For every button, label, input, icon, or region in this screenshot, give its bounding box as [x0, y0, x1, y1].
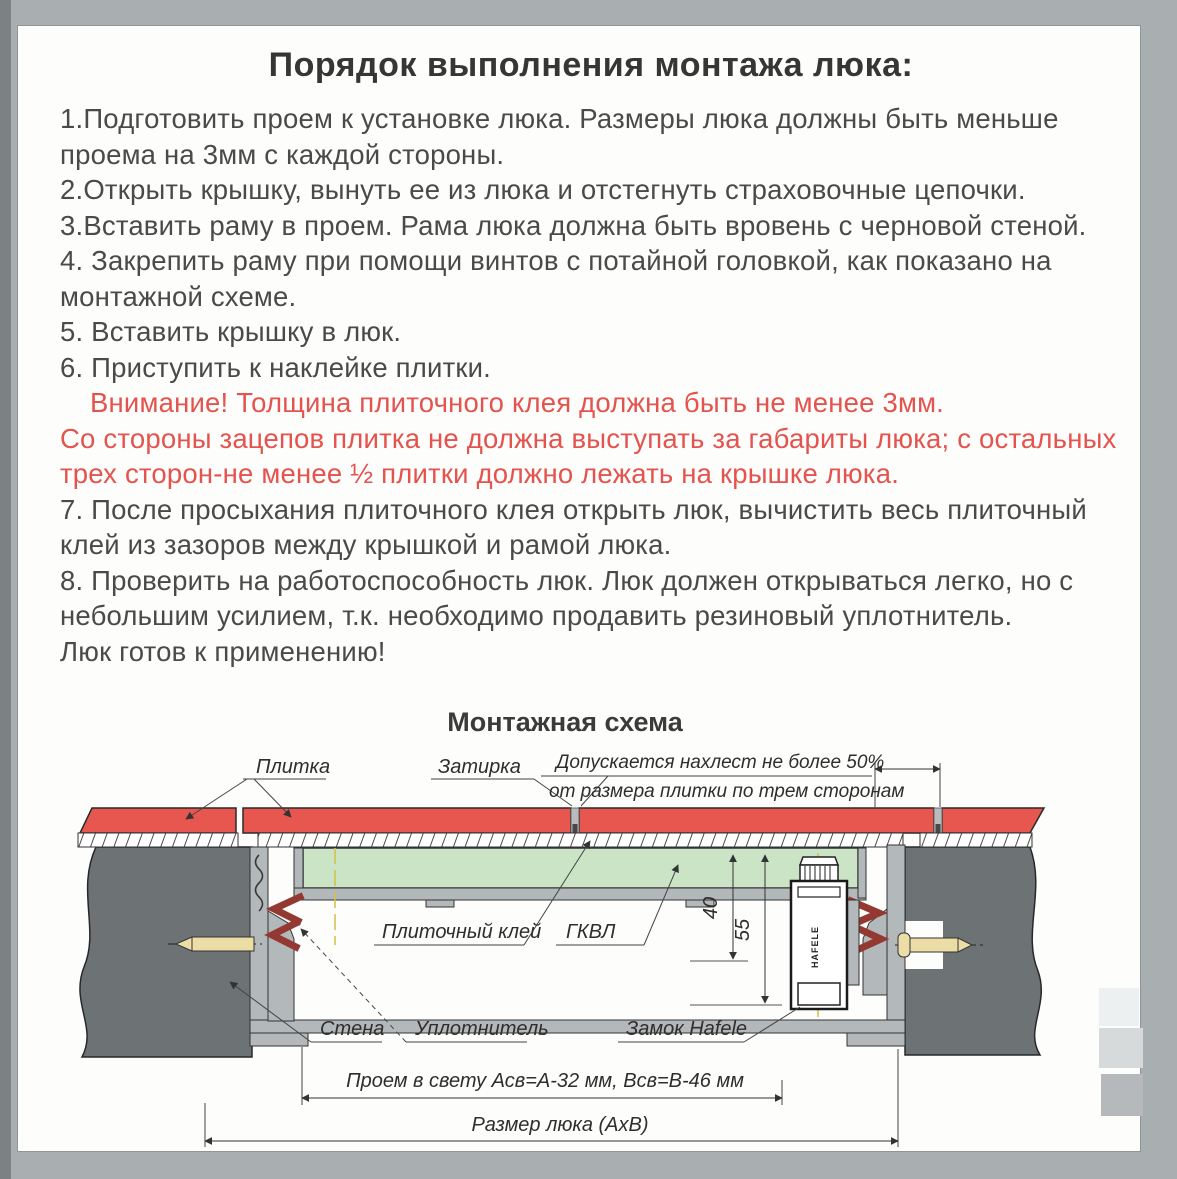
instruction-step-7: 7. После просыхания плиточного клея открыть люк, вычистить весь плиточный клей из зазоров между крышкой и рамой люка.: [60, 493, 1087, 560]
lock-brand-text: HAFELE: [810, 926, 820, 968]
instruction-step-8: 8. Проверить на работоспособность люк. Люк должен открываться легко, но с небольшим усилием, т.к. необходимо продавить резиновый уплотнитель.: [60, 564, 1074, 631]
overlap-note-line2: от размера плитки по трем сторонам: [549, 781, 905, 802]
opening-dimension-label: Проем в свету Асв=А-32 мм, Всв=В-46 мм: [346, 1070, 744, 1092]
diagram-title: Монтажная схема: [447, 707, 683, 737]
warning-text: Внимание! Толщина плиточного клея должна быть не менее 3мм.: [90, 387, 945, 418]
tile-label: Плитка: [256, 756, 331, 778]
grout-label: Затирка: [438, 756, 521, 778]
instruction-step-5: 5. Вставить крышку в люк.: [60, 316, 402, 347]
page-title: Порядок выполнения монтажа люка:: [268, 46, 914, 84]
instruction-step-6: 6. Приступить к наклейке плитки.: [60, 351, 492, 383]
dimension-40-label: 40: [700, 896, 722, 920]
board-label: ГКВЛ: [566, 921, 616, 943]
instruction-step-1: 1.Подготовить проем к установке люка. Размеры люка должны быть меньше проема на 3мм с каждой стороны.: [60, 103, 1059, 170]
instruction-section: [60, 46, 1122, 669]
instruction-step-2: 2.Открыть крышку, вынуть ее из люка и отстегнуть страховочные цепочки.: [60, 174, 1026, 205]
tile-row: [80, 808, 1044, 833]
gkvl-board: [303, 848, 858, 888]
dimension-55-label: 55: [732, 918, 754, 942]
instruction-list: [60, 101, 1122, 669]
left-wall-section: [80, 847, 252, 1057]
instruction-step-4: 4. Закрепить раму при помощи винтов с потайной головкой, как показано на монтажной схеме.: [60, 245, 1052, 312]
wall-label: Стена: [320, 1018, 385, 1040]
installation-scheme-diagram: [0, 695, 1177, 1160]
hatch-size-label: Размер люка (АхВ): [471, 1114, 649, 1136]
instruction-step-3: 3.Вставить раму в проем. Рама люка должна быть вровень с черновой стеной.: [60, 209, 1087, 241]
instruction-closing: Люк готов к применению!: [60, 635, 386, 667]
adhesive-label: Плиточный клей: [382, 921, 542, 943]
warning-text-2: Со стороны зацепов плитка не должна выступать за габариты люка; с остальных трех сторон-не менее ½ плитки должно лежать на крышке люка.: [60, 422, 1117, 489]
lock-label: Замок Hafele: [626, 1018, 748, 1040]
seal-label: Уплотнитель: [415, 1018, 549, 1040]
overlap-note-line1: Допускается нахлест не более 50%: [556, 752, 885, 773]
